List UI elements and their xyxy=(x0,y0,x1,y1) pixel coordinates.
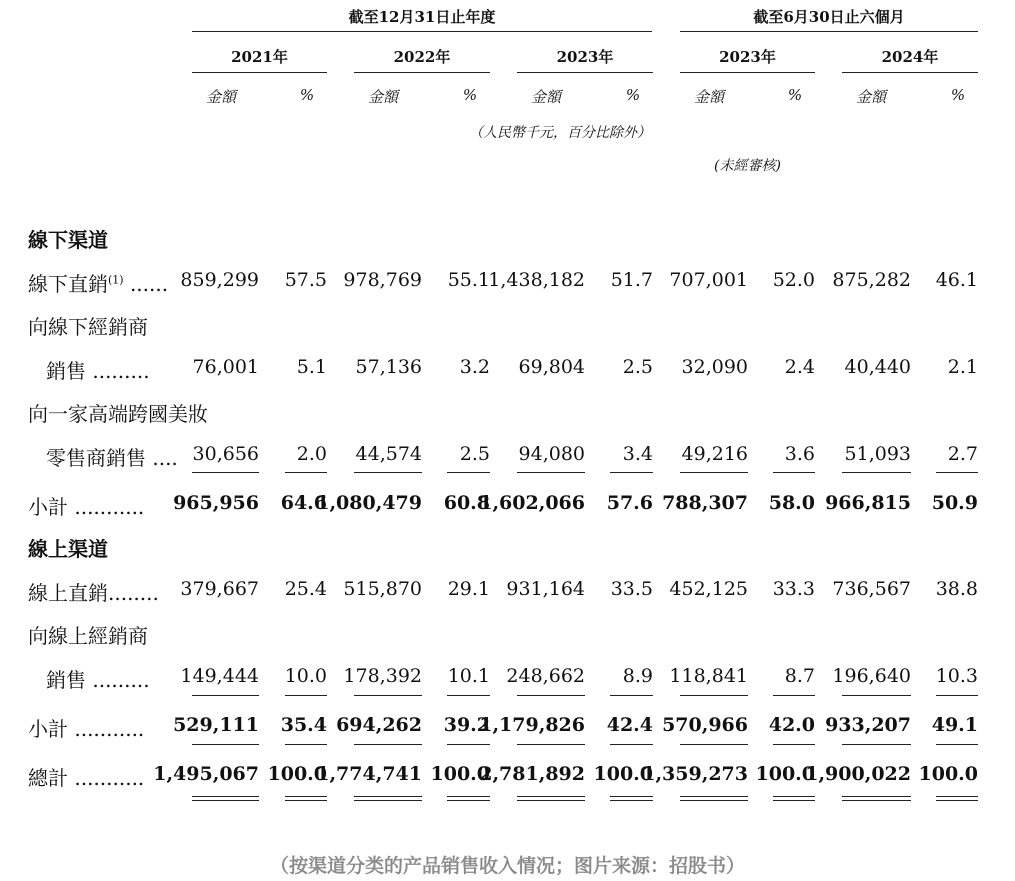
subtotal-rule xyxy=(285,472,327,473)
amount-cell: 1,495,067 xyxy=(153,763,259,785)
percent-cell: 35.4 xyxy=(280,714,327,736)
amount-cell: 933,207 xyxy=(825,714,911,736)
section-heading xyxy=(28,533,108,562)
percent-cell: 2.0 xyxy=(296,443,327,465)
subtotal-rule xyxy=(773,744,815,745)
group-header-six-months: 截至6月30日止六個月 xyxy=(753,8,905,26)
amount-cell: 94,080 xyxy=(518,443,585,465)
percent-cell: 52.0 xyxy=(772,269,815,291)
total-double-rule xyxy=(285,796,327,801)
percent-cell: 2.4 xyxy=(784,356,815,378)
total-double-rule xyxy=(610,796,653,801)
amount-cell: 76,001 xyxy=(192,356,259,378)
row-label xyxy=(28,398,208,427)
unaudited-note: (未經審核) xyxy=(714,158,781,174)
percent-cell: 55.1 xyxy=(447,269,490,291)
subtotal-rule xyxy=(610,472,653,473)
subtotal-rule xyxy=(680,744,748,745)
subtotal-rule xyxy=(285,744,327,745)
percent-cell: 57.6 xyxy=(606,492,653,514)
percent-cell: 38.8 xyxy=(935,578,978,600)
subtotal-rule xyxy=(517,472,585,473)
divider xyxy=(842,72,978,73)
amount-subheader: 金額 xyxy=(205,88,236,106)
percent-cell: 60.8 xyxy=(443,492,490,514)
subtotal-rule xyxy=(285,695,327,696)
amount-cell: 931,164 xyxy=(506,578,585,600)
percent-cell: 46.1 xyxy=(935,269,978,291)
divider xyxy=(192,31,652,32)
amount-cell: 1,774,741 xyxy=(316,763,422,785)
percent-cell: 10.0 xyxy=(284,665,327,687)
row-label-text: 線上直銷 xyxy=(28,581,108,605)
subtotal-rule xyxy=(447,744,490,745)
year-header-2024-h1: 2024年 xyxy=(881,48,939,66)
leader-dots: ......... xyxy=(86,359,150,383)
amount-cell: 788,307 xyxy=(662,492,748,514)
row-label-text: 小計 xyxy=(28,495,68,519)
amount-cell: 965,956 xyxy=(173,492,259,514)
percent-subheader: % xyxy=(462,86,478,104)
caption: （按渠道分类的产品销售收入情况；图片来源：招股书） xyxy=(269,855,745,877)
percent-cell: 2.7 xyxy=(947,443,978,465)
amount-cell: 1,359,273 xyxy=(642,763,748,785)
amount-subheader: 金額 xyxy=(367,88,398,106)
percent-subheader: % xyxy=(299,86,315,104)
amount-cell: 875,282 xyxy=(832,269,911,291)
subtotal-rule xyxy=(936,744,978,745)
row-label-text: 線下渠道 xyxy=(28,228,108,252)
row-label-text: 向線下經銷商 xyxy=(28,315,148,339)
section-heading xyxy=(28,224,108,253)
leader-dots: ........... xyxy=(68,766,145,790)
percent-cell: 3.2 xyxy=(459,356,490,378)
row-label-text: 銷售 xyxy=(46,359,86,383)
percent-cell: 100.0 xyxy=(267,763,327,785)
total-double-rule xyxy=(842,796,911,801)
subtotal-rule xyxy=(517,695,585,696)
amount-cell: 32,090 xyxy=(681,356,748,378)
year-header-2023-h1: 2023年 xyxy=(719,48,776,66)
leader-dots: .... xyxy=(146,446,178,470)
subtotal-rule xyxy=(610,695,653,696)
percent-cell: 100.0 xyxy=(918,763,978,785)
percent-cell: 100.0 xyxy=(430,763,490,785)
percent-subheader: % xyxy=(787,86,803,104)
subtotal-rule xyxy=(192,695,259,696)
row-label-text: 線上渠道 xyxy=(28,537,108,561)
amount-cell: 515,870 xyxy=(343,578,422,600)
divider xyxy=(354,72,490,73)
row-label-text: 總計 xyxy=(28,766,68,790)
percent-cell: 10.1 xyxy=(447,665,490,687)
percent-subheader: % xyxy=(950,86,966,104)
amount-cell: 49,216 xyxy=(681,443,748,465)
total-double-rule xyxy=(680,796,748,801)
divider xyxy=(680,72,815,73)
amount-cell: 40,440 xyxy=(844,356,911,378)
amount-subheader: 金額 xyxy=(693,88,724,106)
row-label xyxy=(28,311,148,340)
percent-cell: 3.4 xyxy=(622,443,653,465)
percent-subheader: % xyxy=(625,86,641,104)
percent-cell: 5.1 xyxy=(296,356,327,378)
subtotal-rule xyxy=(842,472,911,473)
amount-subheader: 金額 xyxy=(855,88,886,106)
total-double-rule xyxy=(354,796,422,801)
amount-cell: 1,900,022 xyxy=(805,763,911,785)
amount-cell: 57,136 xyxy=(355,356,422,378)
percent-cell: 29.1 xyxy=(447,578,490,600)
amount-cell: 51,093 xyxy=(844,443,911,465)
percent-cell: 58.0 xyxy=(768,492,815,514)
percent-cell: 39.2 xyxy=(443,714,490,736)
percent-cell: 42.4 xyxy=(606,714,653,736)
subtotal-rule xyxy=(192,744,259,745)
amount-cell: 1,080,479 xyxy=(316,492,422,514)
percent-cell: 57.5 xyxy=(284,269,327,291)
amount-cell: 2,781,892 xyxy=(479,763,585,785)
percent-cell: 2.5 xyxy=(459,443,490,465)
leader-dots: ......... xyxy=(86,668,150,692)
leader-dots: ...... xyxy=(123,272,169,296)
amount-cell: 178,392 xyxy=(343,665,422,687)
amount-cell: 694,262 xyxy=(336,714,422,736)
amount-cell: 529,111 xyxy=(173,714,259,736)
row-label-text: 向線上經銷商 xyxy=(28,624,148,648)
percent-cell: 42.0 xyxy=(768,714,815,736)
total-double-rule xyxy=(773,796,815,801)
row-label xyxy=(28,620,148,649)
year-header-2022: 2022年 xyxy=(393,48,451,66)
amount-cell: 1,438,182 xyxy=(488,269,585,291)
percent-cell: 50.9 xyxy=(931,492,978,514)
row-label-text: 向一家高端跨國美妝 xyxy=(28,402,208,426)
percent-cell: 2.5 xyxy=(622,356,653,378)
percent-cell: 2.1 xyxy=(947,356,978,378)
total-double-rule xyxy=(517,796,585,801)
amount-cell: 707,001 xyxy=(669,269,748,291)
amount-cell: 966,815 xyxy=(825,492,911,514)
subtotal-rule xyxy=(610,744,653,745)
amount-cell: 859,299 xyxy=(180,269,259,291)
subtotal-rule xyxy=(936,695,978,696)
row-label-text: 小計 xyxy=(28,717,68,741)
group-header-full-year: 截至12月31日止年度 xyxy=(348,8,496,26)
amount-cell: 149,444 xyxy=(180,665,259,687)
percent-cell: 100.0 xyxy=(593,763,653,785)
amount-cell: 379,667 xyxy=(180,578,259,600)
subtotal-rule xyxy=(517,744,585,745)
leader-dots: ........ xyxy=(108,581,159,605)
leader-dots: ........... xyxy=(68,495,145,519)
amount-cell: 570,966 xyxy=(662,714,748,736)
total-double-rule xyxy=(447,796,490,801)
percent-cell: 25.4 xyxy=(284,578,327,600)
divider xyxy=(680,31,978,32)
subtotal-rule xyxy=(680,472,748,473)
amount-cell: 452,125 xyxy=(669,578,748,600)
amount-cell: 30,656 xyxy=(192,443,259,465)
percent-cell: 10.3 xyxy=(935,665,978,687)
amount-cell: 118,841 xyxy=(669,665,748,687)
leader-dots: ........... xyxy=(68,717,145,741)
subtotal-rule xyxy=(447,695,490,696)
subtotal-rule xyxy=(354,472,422,473)
amount-cell: 196,640 xyxy=(832,665,911,687)
row-label-text: 線下直銷 xyxy=(28,272,108,296)
percent-cell: 51.7 xyxy=(610,269,653,291)
percent-cell: 49.1 xyxy=(931,714,978,736)
subtotal-rule xyxy=(773,472,815,473)
row-label-text: 銷售 xyxy=(46,668,86,692)
percent-cell: 100.0 xyxy=(755,763,815,785)
amount-subheader: 金額 xyxy=(530,88,561,106)
amount-cell: 44,574 xyxy=(355,443,422,465)
percent-cell: 33.5 xyxy=(610,578,653,600)
amount-cell: 1,179,826 xyxy=(479,714,585,736)
footnote-marker: (1) xyxy=(108,273,124,287)
total-double-rule xyxy=(192,796,259,801)
unit-note: （人民幣千元，百分比除外） xyxy=(469,125,651,141)
year-header-2023: 2023年 xyxy=(556,48,614,66)
amount-cell: 248,662 xyxy=(506,665,585,687)
percent-cell: 64.6 xyxy=(280,492,327,514)
subtotal-rule xyxy=(354,695,422,696)
subtotal-rule xyxy=(192,472,259,473)
total-double-rule xyxy=(936,796,978,801)
row-label-text: 零售商銷售 xyxy=(46,446,146,470)
percent-cell: 8.9 xyxy=(622,665,653,687)
amount-cell: 69,804 xyxy=(518,356,585,378)
percent-cell: 8.7 xyxy=(784,665,815,687)
amount-cell: 736,567 xyxy=(832,578,911,600)
amount-cell: 1,602,066 xyxy=(479,492,585,514)
percent-cell: 33.3 xyxy=(772,578,815,600)
divider xyxy=(192,72,327,73)
subtotal-rule xyxy=(447,472,490,473)
subtotal-rule xyxy=(773,695,815,696)
year-header-2021: 2021年 xyxy=(231,48,288,66)
subtotal-rule xyxy=(842,695,911,696)
subtotal-rule xyxy=(680,695,748,696)
amount-cell: 978,769 xyxy=(343,269,422,291)
divider xyxy=(517,72,653,73)
subtotal-rule xyxy=(936,472,978,473)
percent-cell: 3.6 xyxy=(784,443,815,465)
subtotal-rule xyxy=(354,744,422,745)
subtotal-rule xyxy=(842,744,911,745)
